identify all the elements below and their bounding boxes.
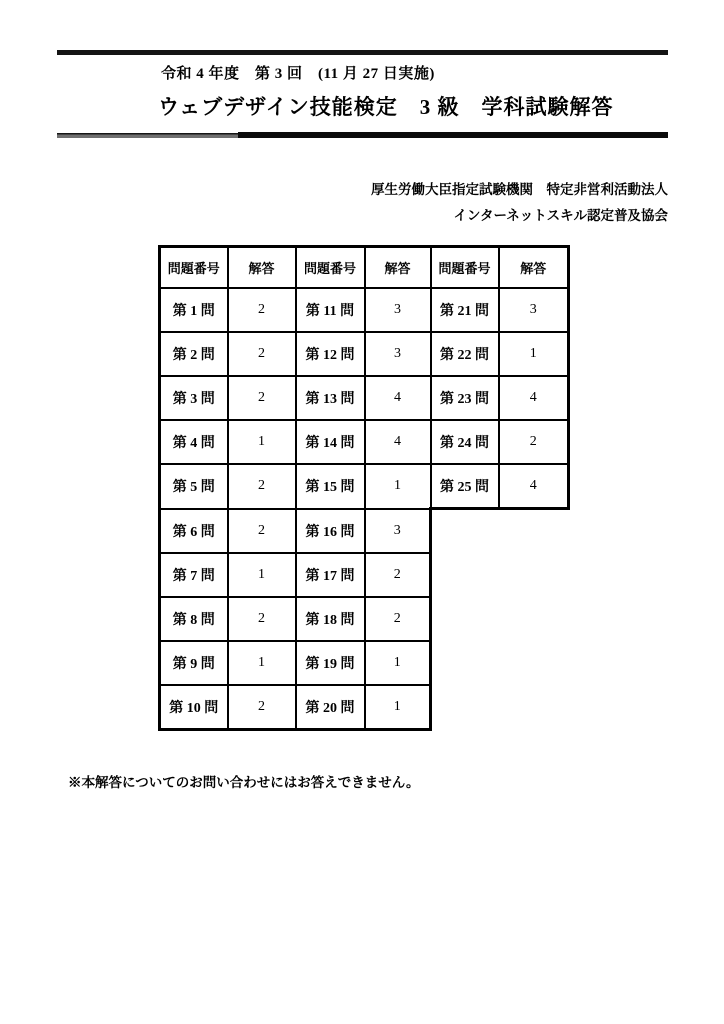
header-cell: 解答 <box>499 247 569 289</box>
page-title: ウェブデザイン技能検定 3 級 学科試験解答 <box>158 95 614 119</box>
question-cell: 第 9 問 <box>160 641 228 685</box>
title-underline-black-segment <box>238 132 668 138</box>
answer-cell: 2 <box>228 332 296 376</box>
answer-cell: 2 <box>228 685 296 730</box>
table-row <box>160 685 569 730</box>
question-cell: 第 3 問 <box>160 376 228 420</box>
title-underline-gray-segment <box>57 133 238 138</box>
question-cell: 第 20 問 <box>296 685 365 730</box>
answer-cell: 2 <box>499 420 569 464</box>
question-cell: 第 2 問 <box>160 332 228 376</box>
header-cell: 問題番号 <box>296 247 365 289</box>
answer-cell: 2 <box>228 464 296 509</box>
answer-cell: 2 <box>228 597 296 641</box>
title-underline-rule <box>57 132 668 138</box>
question-cell: 第 12 問 <box>296 332 365 376</box>
question-cell: 第 17 問 <box>296 553 365 597</box>
table-row <box>160 376 569 420</box>
table-row <box>160 332 569 376</box>
answer-cell: 1 <box>228 641 296 685</box>
question-cell: 第 11 問 <box>296 288 365 332</box>
question-cell: 第 19 問 <box>296 641 365 685</box>
answer-cell: 4 <box>365 420 431 464</box>
question-cell: 第 1 問 <box>160 288 228 332</box>
answer-cell: 3 <box>365 332 431 376</box>
question-cell: 第 5 問 <box>160 464 228 509</box>
answer-cell: 3 <box>365 288 431 332</box>
answer-cell: 1 <box>228 553 296 597</box>
empty-cell <box>499 641 569 685</box>
header-cell: 問題番号 <box>431 247 499 289</box>
organization-line-2: インターネットスキル認定普及協会 <box>453 208 668 223</box>
question-cell: 第 18 問 <box>296 597 365 641</box>
answer-cell: 2 <box>365 553 431 597</box>
question-cell: 第 13 問 <box>296 376 365 420</box>
question-cell: 第 10 問 <box>160 685 228 730</box>
empty-cell <box>499 509 569 553</box>
question-cell: 第 23 問 <box>431 376 499 420</box>
header-cell: 解答 <box>365 247 431 289</box>
exam-session-line: 令和 4 年度 第 3 回 (11 月 27 日実施) <box>161 66 435 82</box>
table-row <box>160 464 569 509</box>
question-cell: 第 14 問 <box>296 420 365 464</box>
answer-cell: 3 <box>365 509 431 553</box>
question-cell: 第 24 問 <box>431 420 499 464</box>
empty-cell <box>431 509 499 553</box>
question-cell: 第 21 問 <box>431 288 499 332</box>
answer-cell: 3 <box>499 288 569 332</box>
answer-cell: 2 <box>228 509 296 553</box>
answer-cell: 2 <box>228 288 296 332</box>
table-row <box>160 420 569 464</box>
answer-table <box>158 245 570 731</box>
question-cell: 第 22 問 <box>431 332 499 376</box>
table-row <box>160 597 569 641</box>
header-cell: 解答 <box>228 247 296 289</box>
question-cell: 第 8 問 <box>160 597 228 641</box>
header-cell: 問題番号 <box>160 247 228 289</box>
table-row <box>160 641 569 685</box>
question-cell: 第 15 問 <box>296 464 365 509</box>
answer-cell: 1 <box>499 332 569 376</box>
top-rule <box>57 50 668 55</box>
empty-cell <box>499 553 569 597</box>
empty-cell <box>499 685 569 730</box>
header-row <box>160 247 569 289</box>
question-cell: 第 16 問 <box>296 509 365 553</box>
question-cell: 第 4 問 <box>160 420 228 464</box>
disclaimer-note: ※本解答についてのお問い合わせにはお答えできません。 <box>68 775 420 790</box>
organization-line-1: 厚生労働大臣指定試験機関 特定非営利活動法人 <box>371 182 668 197</box>
answer-cell: 4 <box>365 376 431 420</box>
answer-cell: 4 <box>499 464 569 509</box>
answer-cell: 1 <box>365 641 431 685</box>
organization-block <box>371 177 668 229</box>
answer-cell: 2 <box>228 376 296 420</box>
answer-cell: 1 <box>365 685 431 730</box>
answer-cell: 1 <box>228 420 296 464</box>
empty-cell <box>431 641 499 685</box>
table-row <box>160 553 569 597</box>
answer-cell: 2 <box>365 597 431 641</box>
table-row <box>160 509 569 553</box>
empty-cell <box>499 597 569 641</box>
answer-cell: 1 <box>365 464 431 509</box>
empty-cell <box>431 597 499 641</box>
table-row <box>160 288 569 332</box>
empty-cell <box>431 685 499 730</box>
question-cell: 第 25 問 <box>431 464 499 509</box>
question-cell: 第 7 問 <box>160 553 228 597</box>
question-cell: 第 6 問 <box>160 509 228 553</box>
answer-cell: 4 <box>499 376 569 420</box>
empty-cell <box>431 553 499 597</box>
